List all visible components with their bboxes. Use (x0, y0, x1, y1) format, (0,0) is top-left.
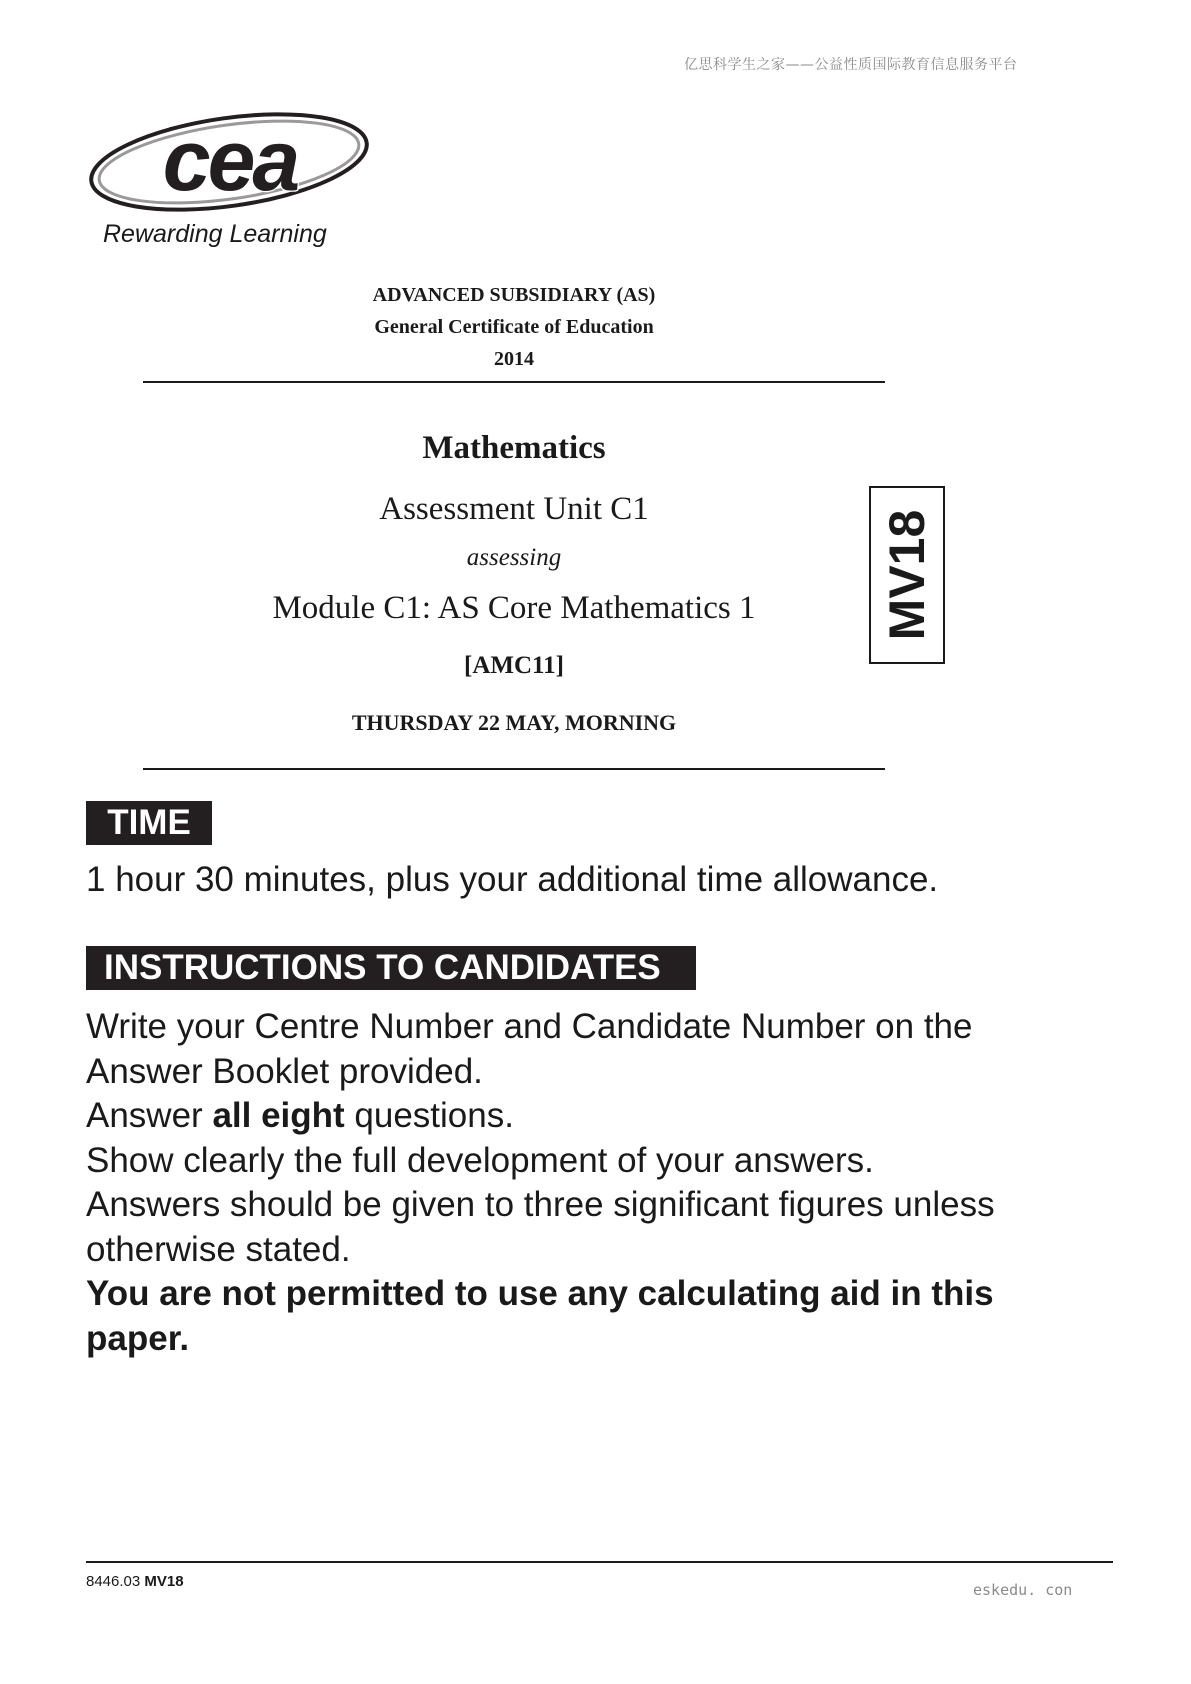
time-allowance-text: 1 hour 30 minutes, plus your additional time allowance. (86, 860, 939, 899)
instruction-no-calculator: You are not permitted to use any calculating aid in this paper. (86, 1274, 994, 1358)
logo-tagline: Rewarding Learning (103, 220, 327, 248)
instructions-body (86, 1005, 1086, 1361)
exam-code: [AMC11] (464, 652, 564, 679)
assessment-unit: Assessment Unit C1 (379, 491, 649, 527)
paper-code-vertical: MV18 (879, 509, 935, 641)
footer-doc-number: 8446.03 (86, 1573, 141, 1590)
footer-divider (86, 1561, 1113, 1563)
footer-document-code (86, 1573, 184, 1590)
header-divider (143, 381, 885, 383)
watermark-bottom-text: eskedu. con (973, 1581, 1073, 1599)
instruction-answer-count: all eight (212, 1096, 345, 1135)
instruction-show-working: Show clearly the full development of your answers. (86, 1140, 874, 1180)
qualification-title: ADVANCED SUBSIDIARY (AS) (372, 284, 656, 306)
instruction-answer-suffix: questions. (344, 1096, 514, 1135)
instruction-centre-number: Write your Centre Number and Candidate Number on the Answer Booklet provided. (86, 1007, 973, 1091)
logo-text: cea (162, 113, 298, 209)
watermark-top-text: 亿思科学生之家——公益性质国际教育信息服务平台 (684, 57, 1018, 73)
assessing-label: assessing (466, 544, 562, 571)
cea-logo (84, 112, 374, 222)
instruction-answer-all (86, 1094, 1086, 1139)
module-title: Module C1: AS Core Mathematics 1 (272, 590, 756, 626)
details-divider (143, 768, 885, 770)
exam-date: THURSDAY 22 MAY, MORNING (351, 710, 677, 735)
instruction-answer-prefix: Answer (86, 1096, 213, 1135)
subject-title: Mathematics (422, 430, 606, 466)
exam-year: 2014 (494, 348, 534, 370)
instruction-significant-figures: Answers should be given to three significant figures unless otherwise stated. (86, 1185, 995, 1269)
certificate-title: General Certificate of Education (374, 316, 654, 338)
time-heading: TIME (86, 801, 212, 845)
instructions-heading: INSTRUCTIONS TO CANDIDATES (86, 946, 696, 990)
footer-paper-code: MV18 (144, 1573, 184, 1590)
